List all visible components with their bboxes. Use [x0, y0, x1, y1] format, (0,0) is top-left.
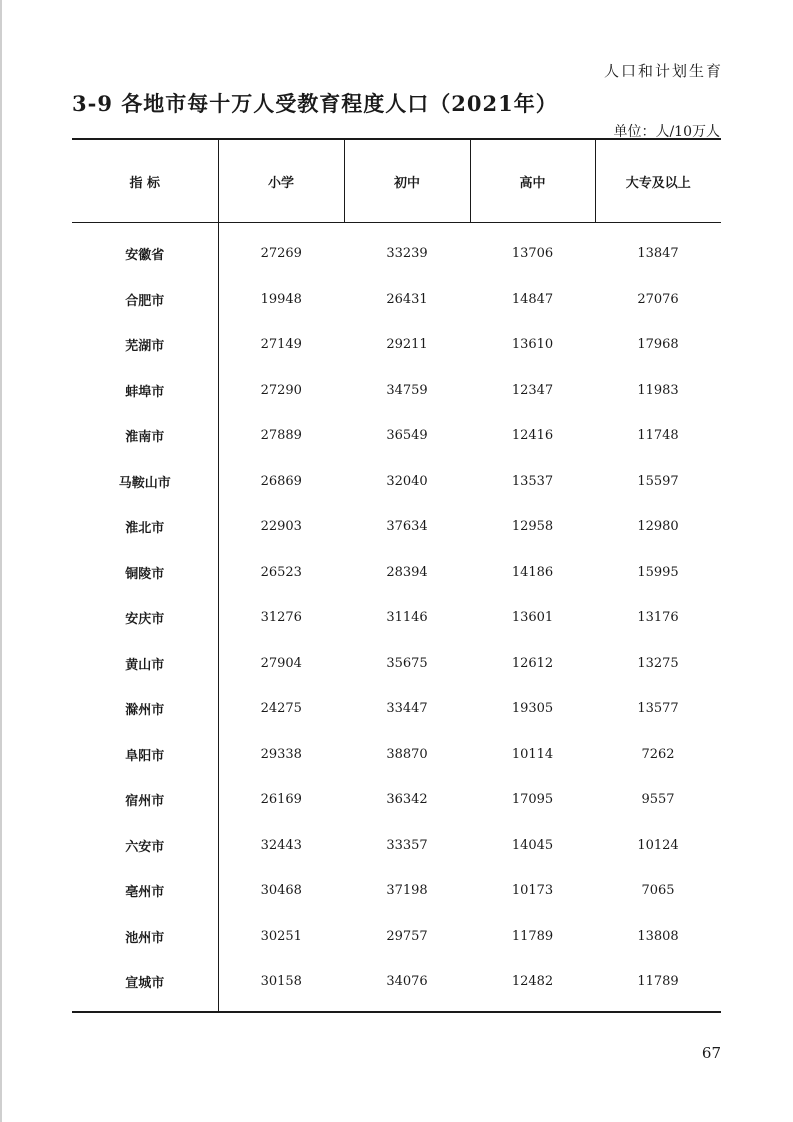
junior-high-value: 31146 — [386, 610, 428, 626]
college-value: 9557 — [641, 792, 675, 808]
table-header-row — [72, 140, 721, 223]
junior-high-value: 33357 — [386, 837, 428, 853]
junior-high-value: 32040 — [386, 473, 428, 489]
primary-value: 27290 — [260, 382, 302, 398]
header-junior-high: 初中 — [344, 140, 470, 223]
college-value: 7262 — [641, 746, 675, 762]
table-row — [72, 823, 721, 869]
table-row — [72, 504, 721, 550]
region-name: 阜阳市 — [72, 732, 218, 778]
primary-value: 29338 — [260, 746, 302, 762]
region-name: 铜陵市 — [72, 550, 218, 596]
senior-high-value: 13537 — [511, 473, 554, 489]
college-value: 15597 — [637, 473, 679, 489]
region-name: 宿州市 — [72, 777, 218, 823]
header-primary: 小学 — [218, 140, 344, 223]
table-row — [72, 641, 721, 687]
senior-high-value: 10114 — [511, 746, 554, 762]
junior-high-value: 38870 — [386, 746, 428, 762]
header-indicator: 指 标 — [72, 140, 218, 223]
junior-high-value: 29211 — [386, 337, 428, 353]
table-row — [72, 686, 721, 732]
page-number: 67 — [701, 1044, 721, 1062]
senior-high-value: 10173 — [511, 883, 554, 899]
senior-high-value: 14045 — [511, 837, 554, 853]
region-name: 淮南市 — [72, 413, 218, 459]
table-row — [72, 914, 721, 960]
senior-high-value: 11789 — [511, 928, 554, 944]
unit-label: 单位：人/10万人 — [613, 124, 720, 140]
region-name: 亳州市 — [72, 868, 218, 914]
college-value: 27076 — [637, 291, 679, 307]
primary-value: 24275 — [260, 701, 302, 717]
senior-high-value: 12482 — [511, 974, 554, 990]
primary-value: 30468 — [260, 883, 302, 899]
college-value: 11983 — [637, 382, 679, 398]
primary-value: 31276 — [260, 610, 302, 626]
senior-high-value: 14186 — [511, 564, 554, 580]
primary-value: 26523 — [260, 564, 302, 580]
table-row — [72, 959, 721, 1011]
junior-high-value: 28394 — [386, 564, 428, 580]
region-name: 宣城市 — [72, 959, 218, 1011]
region-name: 芜湖市 — [72, 322, 218, 368]
college-value: 13808 — [637, 928, 679, 944]
junior-high-value: 37198 — [386, 883, 428, 899]
college-value: 13275 — [637, 655, 679, 671]
table-row — [72, 732, 721, 778]
table-row — [72, 595, 721, 641]
senior-high-value: 12958 — [511, 519, 554, 535]
senior-high-value: 14847 — [511, 291, 554, 307]
college-value: 13176 — [637, 610, 679, 626]
primary-value: 27269 — [260, 246, 302, 262]
college-value: 12980 — [637, 519, 679, 535]
primary-value: 26869 — [260, 473, 302, 489]
senior-high-value: 19305 — [511, 701, 554, 717]
primary-value: 26169 — [260, 792, 302, 808]
region-name: 安庆市 — [72, 595, 218, 641]
region-name: 滁州市 — [72, 686, 218, 732]
college-value: 11789 — [637, 974, 679, 990]
header-senior-high: 高中 — [470, 140, 595, 223]
region-name: 合肥市 — [72, 277, 218, 323]
junior-high-value: 36549 — [386, 428, 428, 444]
primary-value: 22903 — [260, 519, 302, 535]
table-row — [72, 413, 721, 459]
junior-high-value: 34759 — [386, 382, 428, 398]
region-name: 马鞍山市 — [72, 459, 218, 505]
primary-value: 19948 — [260, 291, 302, 307]
region-name: 安徽省 — [72, 223, 218, 277]
page-edge — [0, 0, 2, 1122]
statistics-table — [72, 138, 721, 1013]
junior-high-value: 37634 — [386, 519, 428, 535]
running-header: 人口和计划生育 — [603, 62, 723, 80]
senior-high-value: 13706 — [511, 246, 554, 262]
senior-high-value: 13601 — [511, 610, 554, 626]
college-value: 17968 — [637, 337, 679, 353]
primary-value: 30158 — [260, 974, 302, 990]
table-row — [72, 868, 721, 914]
college-value: 7065 — [641, 883, 675, 899]
primary-value: 30251 — [260, 928, 302, 944]
region-name: 池州市 — [72, 914, 218, 960]
college-value: 15995 — [637, 564, 679, 580]
junior-high-value: 34076 — [386, 974, 428, 990]
college-value: 13847 — [637, 246, 679, 262]
table-row — [72, 322, 721, 368]
college-value: 11748 — [637, 428, 679, 444]
table-title: 3-9 各地市每十万人受教育程度人口（2021年） — [72, 91, 558, 116]
junior-high-value: 26431 — [386, 291, 428, 307]
junior-high-value: 36342 — [386, 792, 428, 808]
senior-high-value: 17095 — [511, 792, 554, 808]
region-name: 黄山市 — [72, 641, 218, 687]
senior-high-value: 13610 — [511, 337, 554, 353]
junior-high-value: 29757 — [386, 928, 428, 944]
primary-value: 27149 — [260, 337, 302, 353]
college-value: 13577 — [637, 701, 679, 717]
table-row — [72, 459, 721, 505]
primary-value: 27889 — [260, 428, 302, 444]
junior-high-value: 35675 — [386, 655, 428, 671]
junior-high-value: 33447 — [386, 701, 428, 717]
table-row — [72, 777, 721, 823]
junior-high-value: 33239 — [386, 246, 428, 262]
primary-value: 32443 — [260, 837, 302, 853]
table-row — [72, 223, 721, 277]
header-college: 大专及以上 — [595, 140, 721, 223]
table-row — [72, 277, 721, 323]
senior-high-value: 12612 — [511, 655, 554, 671]
region-name: 蚌埠市 — [72, 368, 218, 414]
primary-value: 27904 — [260, 655, 302, 671]
senior-high-value: 12416 — [511, 428, 554, 444]
college-value: 10124 — [637, 837, 679, 853]
region-name: 淮北市 — [72, 504, 218, 550]
table-row — [72, 368, 721, 414]
senior-high-value: 12347 — [511, 382, 554, 398]
table-body — [72, 223, 721, 1011]
table-row — [72, 550, 721, 596]
region-name: 六安市 — [72, 823, 218, 869]
